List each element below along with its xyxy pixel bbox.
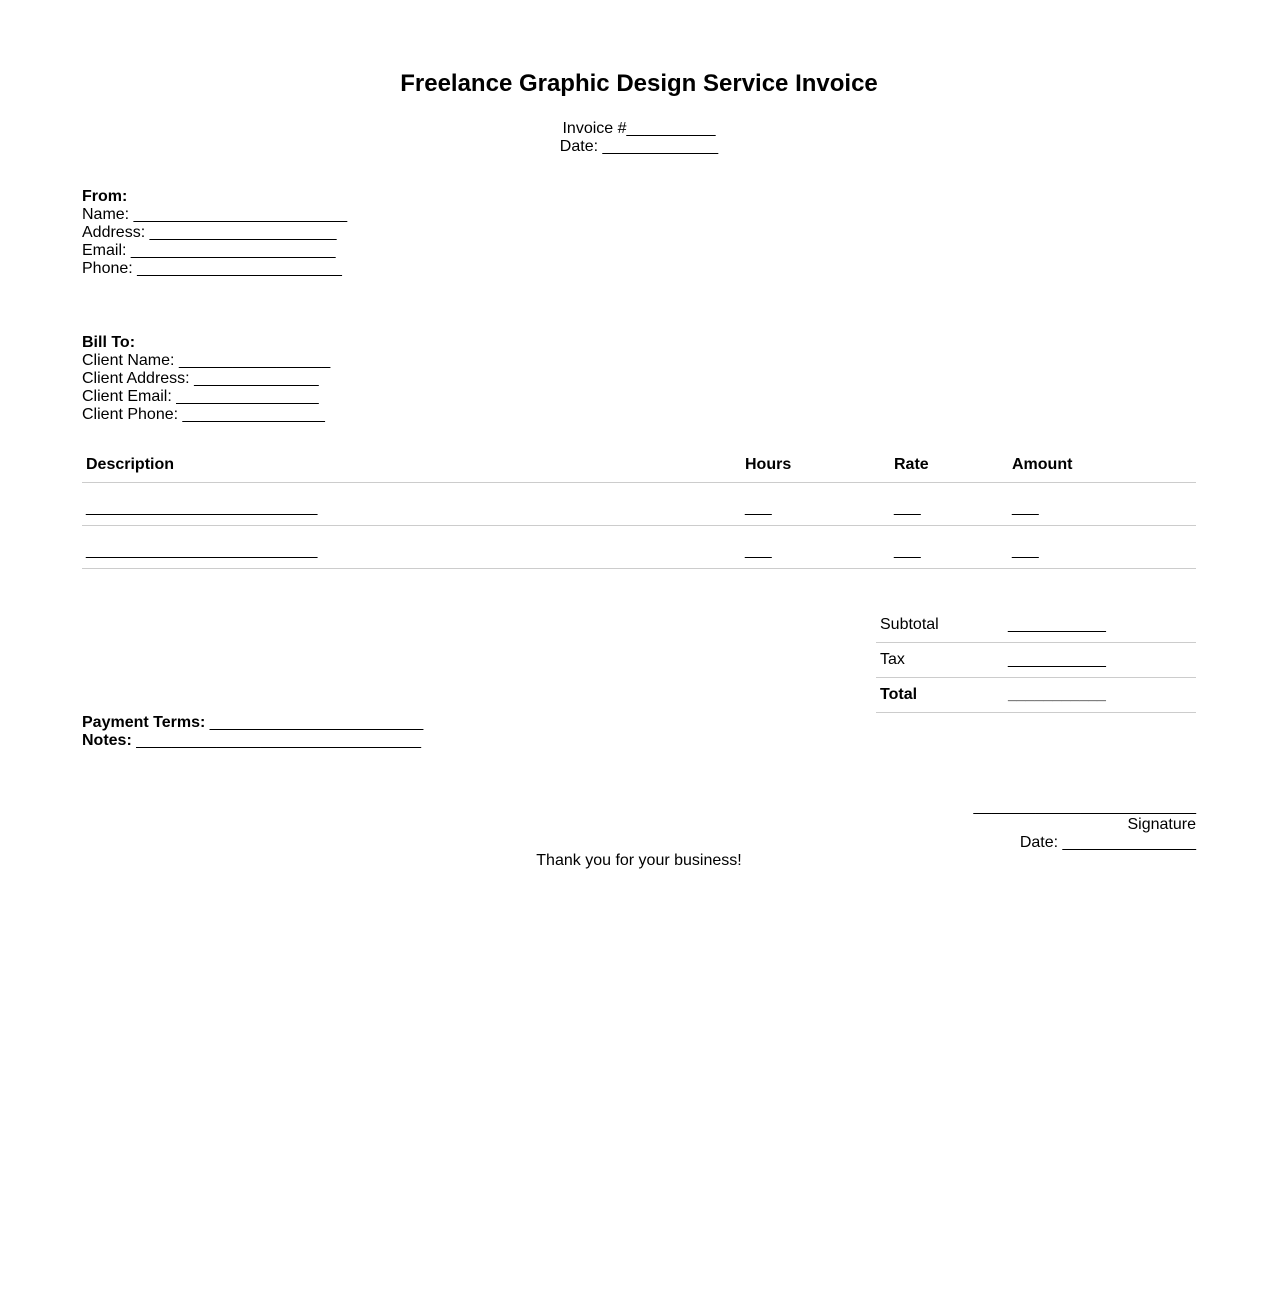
tax-field[interactable]: ___________ <box>1004 643 1196 678</box>
signature-line[interactable]: _________________________ <box>973 798 1196 815</box>
tax-row <box>876 643 1196 678</box>
invoice-date-label: Date: <box>559 138 599 155</box>
invoice-title: Freelance Graphic Design Service Invoice <box>400 70 878 97</box>
payment-terms-label: Payment Terms: <box>82 714 206 731</box>
col-hours: Hours <box>741 447 890 483</box>
client-name-label: Client Name: <box>82 352 175 369</box>
invoice-number-label: Invoice # <box>562 120 627 137</box>
col-rate: Rate <box>890 447 1008 483</box>
notes-field[interactable]: ________________________________ <box>136 732 421 749</box>
subtotal-label: Subtotal <box>876 608 1004 643</box>
from-heading: From: <box>82 188 128 205</box>
col-description: Description <box>82 447 741 483</box>
notes-label: Notes: <box>82 732 132 749</box>
payment-terms-field[interactable]: ________________________ <box>209 714 424 731</box>
from-email-label: Email: <box>82 242 127 259</box>
items-header-row <box>82 447 1196 483</box>
hours-field[interactable]: ___ <box>741 483 890 526</box>
items-table <box>82 447 1196 569</box>
signature-date-field[interactable]: _______________ <box>1062 834 1196 851</box>
signature-date-label: Date: <box>1019 834 1059 851</box>
total-row <box>876 678 1196 713</box>
hours-field[interactable]: ___ <box>741 526 890 569</box>
signature-section <box>974 798 1196 852</box>
invoice-meta <box>0 120 1278 156</box>
rate-field[interactable]: ___ <box>890 526 1008 569</box>
from-address-field[interactable]: _____________________ <box>149 224 337 241</box>
thank-you-note: Thank you for your business! <box>536 852 742 869</box>
table-row <box>82 483 1196 526</box>
bill-to-heading: Bill To: <box>82 334 136 351</box>
client-phone-label: Client Phone: <box>82 406 179 423</box>
from-phone-label: Phone: <box>82 260 133 277</box>
client-name-field[interactable]: _________________ <box>178 352 331 369</box>
total-field[interactable]: ___________ <box>1004 678 1196 713</box>
client-email-label: Client Email: <box>82 388 172 405</box>
bill-to-section <box>82 334 330 424</box>
terms-section <box>82 714 423 750</box>
client-email-field[interactable]: ________________ <box>176 388 319 405</box>
rate-field[interactable]: ___ <box>890 483 1008 526</box>
invoice-date-field[interactable]: _____________ <box>602 138 719 155</box>
from-section <box>82 188 347 278</box>
from-phone-field[interactable]: _______________________ <box>137 260 342 277</box>
total-label: Total <box>876 678 1004 713</box>
from-name-label: Name: <box>82 206 130 223</box>
signature-label: Signature <box>1127 816 1196 833</box>
col-amount: Amount <box>1008 447 1196 483</box>
subtotal-field[interactable]: ___________ <box>1004 608 1196 643</box>
from-email-field[interactable]: _______________________ <box>130 242 336 259</box>
client-address-field[interactable]: ______________ <box>194 370 319 387</box>
table-row <box>82 526 1196 569</box>
amount-field[interactable]: ___ <box>1008 526 1196 569</box>
tax-label: Tax <box>876 643 1004 678</box>
amount-field[interactable]: ___ <box>1008 483 1196 526</box>
totals-table <box>876 608 1196 713</box>
client-phone-field[interactable]: ________________ <box>182 406 325 423</box>
subtotal-row <box>876 608 1196 643</box>
from-address-label: Address: <box>82 224 146 241</box>
description-field[interactable]: __________________________ <box>82 483 741 526</box>
from-name-field[interactable]: ________________________ <box>133 206 348 223</box>
client-address-label: Client Address: <box>82 370 190 387</box>
invoice-number-field[interactable]: __________ <box>626 120 716 137</box>
description-field[interactable]: __________________________ <box>82 526 741 569</box>
